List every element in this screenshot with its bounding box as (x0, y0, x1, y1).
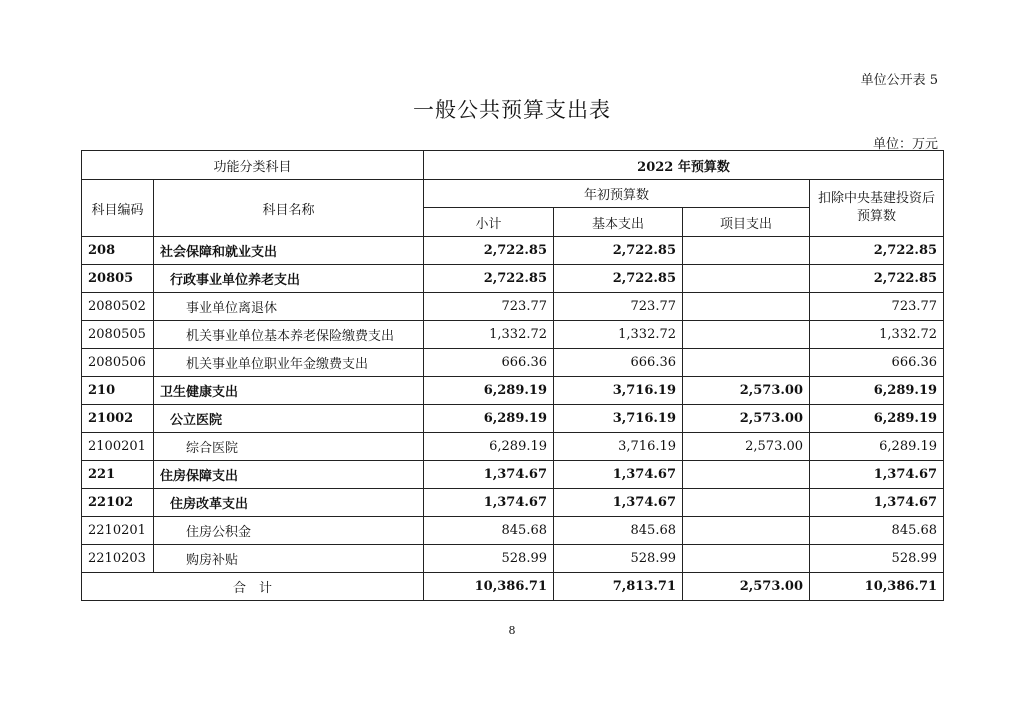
subject-code-cell: 2080505 (82, 321, 154, 349)
budget-table (81, 150, 944, 601)
header-subject-name: 科目名称 (154, 180, 424, 237)
project-expenditure-cell (683, 517, 810, 545)
subject-code-cell: 221 (82, 461, 154, 489)
header-functional-classification: 功能分类科目 (82, 151, 424, 180)
subject-name-cell: 机关事业单位基本养老保险缴费支出 (154, 321, 424, 349)
basic-expenditure-cell: 1,374.67 (554, 461, 683, 489)
after-deduction-cell: 2,722.85 (810, 237, 944, 265)
basic-expenditure-cell: 528.99 (554, 545, 683, 573)
after-deduction-cell: 528.99 (810, 545, 944, 573)
table-row (82, 461, 944, 489)
basic-expenditure-cell: 845.68 (554, 517, 683, 545)
subject-name-cell: 行政事业单位养老支出 (154, 265, 424, 293)
subtotal-cell: 2,722.85 (424, 237, 554, 265)
table-row (82, 293, 944, 321)
project-expenditure-cell (683, 545, 810, 573)
basic-expenditure-cell: 2,722.85 (554, 237, 683, 265)
project-expenditure-cell (683, 349, 810, 377)
header-row-2 (82, 180, 944, 208)
project-expenditure-cell (683, 489, 810, 517)
basic-expenditure-cell: 2,722.85 (554, 265, 683, 293)
header-subtotal: 小计 (424, 208, 554, 237)
total-after-deduction: 10,386.71 (810, 573, 944, 601)
form-number: 单位公开表 5 (860, 73, 938, 88)
table-row (82, 237, 944, 265)
project-expenditure-cell (683, 461, 810, 489)
after-deduction-cell: 6,289.19 (810, 405, 944, 433)
subject-code-cell: 2210201 (82, 517, 154, 545)
header-subject-code: 科目编码 (82, 180, 154, 237)
subject-name-cell: 购房补贴 (154, 545, 424, 573)
basic-expenditure-cell: 666.36 (554, 349, 683, 377)
table-row (82, 545, 944, 573)
header-after-deduction: 扣除中央基建投资后预算数 (810, 180, 944, 237)
basic-expenditure-cell: 3,716.19 (554, 377, 683, 405)
table-row (82, 321, 944, 349)
after-deduction-cell: 1,332.72 (810, 321, 944, 349)
subject-code-cell: 208 (82, 237, 154, 265)
after-deduction-cell: 723.77 (810, 293, 944, 321)
header-year-budget: 2022 年预算数 (424, 151, 944, 180)
basic-expenditure-cell: 1,374.67 (554, 489, 683, 517)
subtotal-cell: 2,722.85 (424, 265, 554, 293)
subtotal-cell: 1,374.67 (424, 489, 554, 517)
project-expenditure-cell (683, 237, 810, 265)
after-deduction-cell: 1,374.67 (810, 461, 944, 489)
total-project-expenditure: 2,573.00 (683, 573, 810, 601)
after-deduction-cell: 666.36 (810, 349, 944, 377)
after-deduction-cell: 2,722.85 (810, 265, 944, 293)
basic-expenditure-cell: 723.77 (554, 293, 683, 321)
subject-code-cell: 210 (82, 377, 154, 405)
subject-name-cell: 社会保障和就业支出 (154, 237, 424, 265)
subtotal-cell: 6,289.19 (424, 405, 554, 433)
table-row (82, 517, 944, 545)
basic-expenditure-cell: 1,332.72 (554, 321, 683, 349)
project-expenditure-cell (683, 321, 810, 349)
subject-code-cell: 2080506 (82, 349, 154, 377)
subject-name-cell: 住房公积金 (154, 517, 424, 545)
total-row (82, 573, 944, 601)
subject-code-cell: 2210203 (82, 545, 154, 573)
subject-name-cell: 卫生健康支出 (154, 377, 424, 405)
project-expenditure-cell (683, 265, 810, 293)
table-row (82, 433, 944, 461)
total-subtotal: 10,386.71 (424, 573, 554, 601)
subtotal-cell: 666.36 (424, 349, 554, 377)
table-row (82, 377, 944, 405)
subject-code-cell: 2080502 (82, 293, 154, 321)
project-expenditure-cell: 2,573.00 (683, 405, 810, 433)
subject-name-cell: 住房改革支出 (154, 489, 424, 517)
subject-name-cell: 事业单位离退休 (154, 293, 424, 321)
unit-label: 单位：万元 (872, 137, 938, 152)
subject-code-cell: 20805 (82, 265, 154, 293)
table-row (82, 265, 944, 293)
total-basic-expenditure: 7,813.71 (554, 573, 683, 601)
subtotal-cell: 6,289.19 (424, 433, 554, 461)
subject-code-cell: 22102 (82, 489, 154, 517)
after-deduction-cell: 845.68 (810, 517, 944, 545)
subtotal-cell: 723.77 (424, 293, 554, 321)
table-row (82, 349, 944, 377)
after-deduction-cell: 6,289.19 (810, 377, 944, 405)
project-expenditure-cell (683, 293, 810, 321)
subject-name-cell: 住房保障支出 (154, 461, 424, 489)
total-label: 合 计 (82, 573, 424, 601)
project-expenditure-cell: 2,573.00 (683, 377, 810, 405)
header-project-expenditure: 项目支出 (683, 208, 810, 237)
table-row (82, 405, 944, 433)
subject-name-cell: 机关事业单位职业年金缴费支出 (154, 349, 424, 377)
header-row-1 (82, 151, 944, 180)
header-basic-expenditure: 基本支出 (554, 208, 683, 237)
subtotal-cell: 6,289.19 (424, 377, 554, 405)
page-number: 8 (508, 624, 516, 637)
basic-expenditure-cell: 3,716.19 (554, 433, 683, 461)
subject-name-cell: 公立医院 (154, 405, 424, 433)
page-title: 一般公共预算支出表 (413, 98, 611, 122)
subtotal-cell: 1,374.67 (424, 461, 554, 489)
subject-code-cell: 2100201 (82, 433, 154, 461)
subtotal-cell: 845.68 (424, 517, 554, 545)
after-deduction-cell: 6,289.19 (810, 433, 944, 461)
subtotal-cell: 1,332.72 (424, 321, 554, 349)
project-expenditure-cell: 2,573.00 (683, 433, 810, 461)
basic-expenditure-cell: 3,716.19 (554, 405, 683, 433)
header-initial-budget: 年初预算数 (424, 180, 810, 208)
after-deduction-cell: 1,374.67 (810, 489, 944, 517)
subject-name-cell: 综合医院 (154, 433, 424, 461)
subject-code-cell: 21002 (82, 405, 154, 433)
subtotal-cell: 528.99 (424, 545, 554, 573)
table-row (82, 489, 944, 517)
